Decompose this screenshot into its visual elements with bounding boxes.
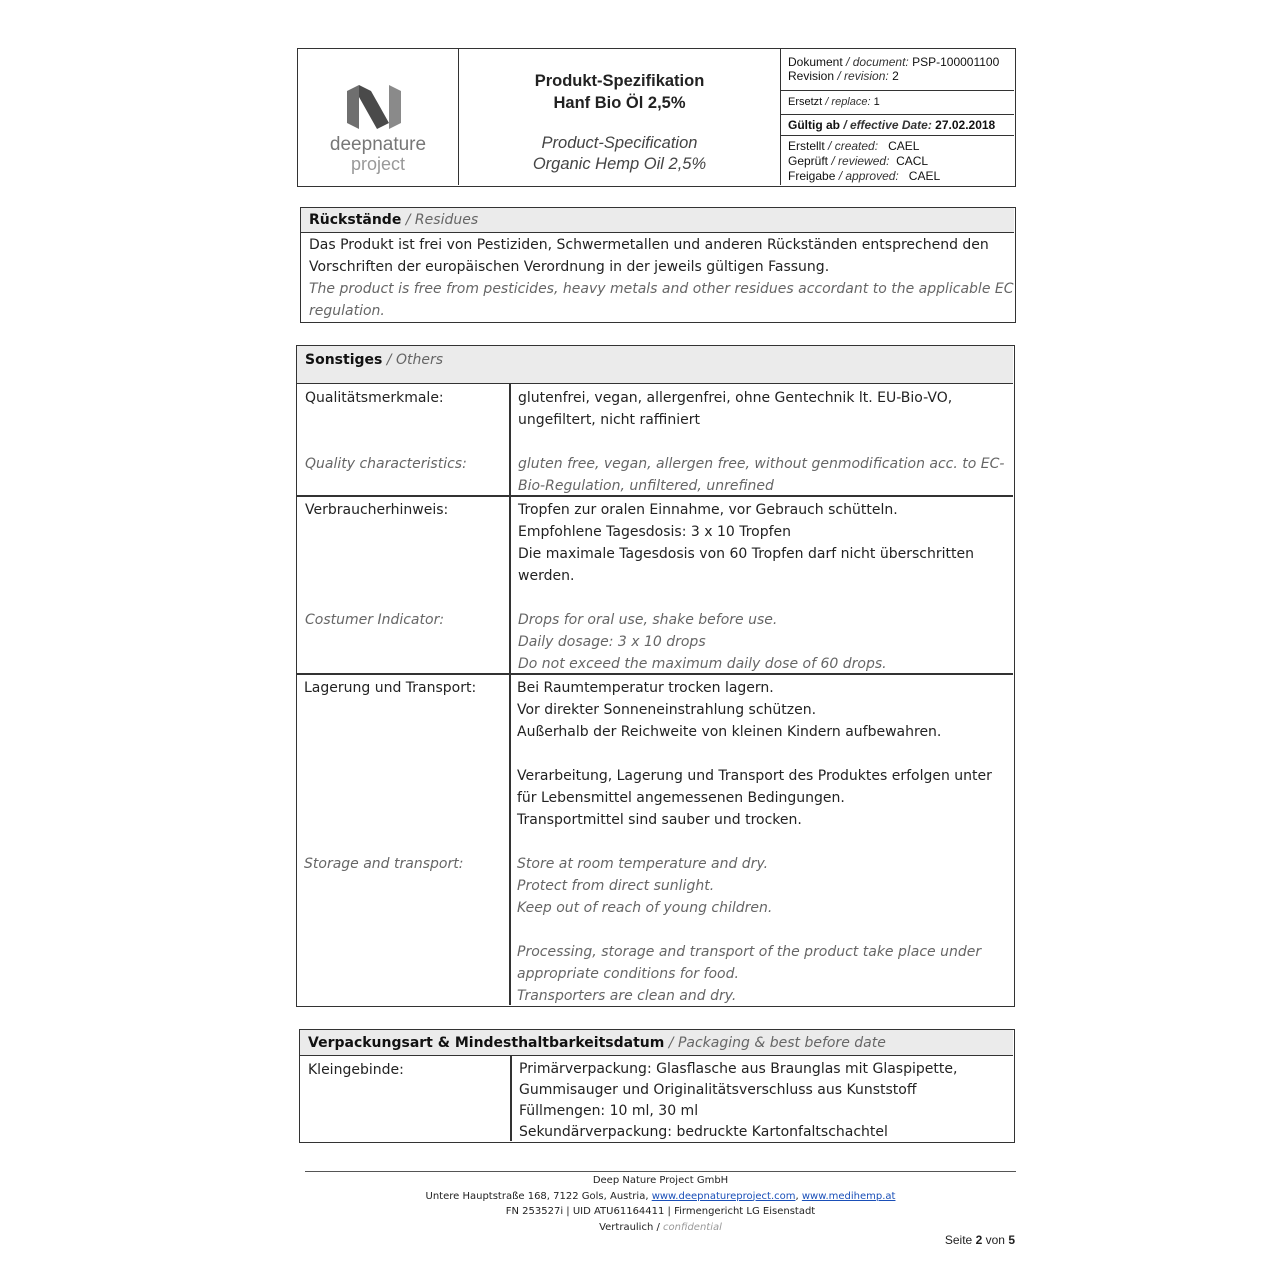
title-de-line2: Hanf Bio Öl 2,5% (553, 94, 686, 112)
created-label-en: / created: (828, 139, 879, 153)
storage-de-line: für Lebensmittel angemessenen Bedingungen. (517, 790, 845, 806)
storage-de-line: Transportmittel sind sauber und trocken. (517, 812, 802, 828)
logo-cell (298, 49, 459, 185)
doc-value: PSP-100001100 (912, 55, 1000, 69)
reviewed-label-en: / reviewed: (831, 154, 890, 168)
rev-value: 2 (892, 69, 899, 83)
storage-de-line: Vor direkter Sonneneinstrahlung schützen. (517, 702, 817, 718)
logo-text-deepnature: deepnature (329, 134, 427, 155)
storage-de-line: Außerhalb der Reichweite von kleinen Kindern aufbewahren. (517, 724, 942, 740)
storage-label-en: Storage and transport: (304, 856, 464, 872)
doc-label-en: / document: (846, 55, 909, 69)
consumer-de-line: Tropfen zur oralen Einnahme, vor Gebrauch schütteln. (518, 502, 898, 518)
packaging-section (299, 1029, 1015, 1143)
packaging-line: Primärverpackung: Glasflasche aus Braunglas mit Glaspipette, (519, 1061, 958, 1077)
packaging-line: Gummisauger und Originalitätsverschluss aus Kunststoff (519, 1082, 917, 1098)
column-divider (510, 1056, 512, 1141)
packaging-title-en: / Packaging & best before date (668, 1035, 886, 1051)
footer-address-line: Untere Hauptstraße 168, 7122 Gols, Austria, www.deepnatureproject.com, www.medihemp.at (425, 1190, 896, 1202)
confidential-de: Vertraulich / (599, 1221, 660, 1233)
footer-company: Deep Nature Project GmbH (592, 1175, 729, 1186)
rev-label-en: / revision: (837, 69, 889, 83)
storage-en-line: appropriate conditions for food. (517, 966, 739, 982)
effective-label: Gültig ab (788, 118, 840, 132)
storage-de-line: Verarbeitung, Lagerung und Transport des Produktes erfolgen unter (517, 768, 992, 784)
meta-approvals (781, 136, 1014, 185)
website-link[interactable]: www.deepnatureproject.com (651, 1190, 796, 1202)
storage-label: Lagerung und Transport: (304, 680, 477, 696)
reviewed-value: CACL (896, 154, 929, 168)
page-total: 5 (1008, 1233, 1015, 1247)
page-current: 2 (975, 1233, 983, 1247)
residues-de-line: Das Produkt ist frei von Pestiziden, Schwermetallen und anderen Rückständen entsprechend den (309, 237, 989, 253)
residues-body (309, 234, 1014, 322)
consumer-de-line: Die maximale Tagesdosis von 60 Tropfen darf nicht überschritten (518, 546, 974, 562)
reviewed-label: Geprüft (788, 154, 829, 168)
footer-rule (305, 1171, 1016, 1172)
others-title: Sonstiges (305, 352, 383, 368)
consumer-en-line: Do not exceed the maximum daily dose of 60 drops. (518, 656, 887, 672)
residues-de-line: Vorschriften der europäischen Verordnung in der jeweils gültigen Fassung. (309, 259, 830, 275)
created-label: Erstellt (788, 139, 825, 153)
meta-effective-date (781, 115, 1014, 136)
page-number (900, 1233, 1015, 1247)
document-meta (781, 49, 1014, 185)
column-divider (509, 384, 511, 1005)
storage-values (517, 677, 992, 1007)
quality-label: Qualitätsmerkmale: (305, 390, 444, 406)
residues-header (301, 208, 1014, 233)
created-value: CAEL (888, 139, 920, 153)
document-header (297, 48, 1016, 187)
title-en-line2: Organic Hemp Oil 2,5% (532, 155, 707, 173)
quality-label-en: Quality characteristics: (305, 456, 467, 472)
title-de-line1: Produkt-Spezifikation (534, 72, 705, 90)
packaging-title: Verpackungsart & Mindesthaltbarkeitsdatum (308, 1035, 665, 1051)
doc-label: Dokument (788, 55, 843, 69)
quality-en-line: Bio-Regulation, unfiltered, unrefined (518, 478, 774, 494)
storage-en-line: Store at room temperature and dry. (517, 856, 769, 872)
consumer-de-line: werden. (518, 568, 575, 584)
packaging-line: Füllmengen: 10 ml, 30 ml (519, 1103, 699, 1119)
consumer-en-line: Daily dosage: 3 x 10 drops (518, 634, 706, 650)
residues-section (300, 207, 1016, 323)
storage-en-line: Protect from direct sunlight. (517, 878, 715, 894)
others-section (296, 345, 1015, 1007)
storage-en-line: Processing, storage and transport of the product take place under (517, 944, 982, 960)
quality-values (518, 387, 1004, 497)
confidential-en: confidential (663, 1221, 722, 1233)
logo-text-project: project (350, 154, 406, 174)
residues-title: Rückstände (309, 212, 402, 228)
footer (305, 1173, 1016, 1235)
packaging-header (300, 1030, 1013, 1056)
meta-document-revision (781, 49, 1014, 91)
quality-de-line: ungefiltert, nicht raffiniert (518, 412, 700, 428)
replace-value: 1 (873, 96, 880, 108)
consumer-label-en: Costumer Indicator: (305, 612, 445, 628)
storage-en-line: Keep out of reach of young children. (517, 900, 773, 916)
packaging-label: Kleingebinde: (308, 1062, 404, 1078)
consumer-en-line: Drops for oral use, shake before use. (518, 612, 778, 628)
medihemp-link[interactable]: www.medihemp.at (801, 1190, 896, 1202)
residues-en-line: The product is free from pesticides, heavy metals and other residues accordant to the applicable EC (309, 281, 1014, 297)
effective-value: 27.02.2018 (935, 118, 996, 132)
footer-address: Untere Hauptstraße 168, 7122 Gols, Austria, (425, 1190, 649, 1202)
approved-label-en: / approved: (838, 169, 899, 183)
title-cell (459, 49, 781, 185)
consumer-label: Verbraucherhinweis: (305, 502, 449, 518)
replace-label-en: / replace: (825, 96, 871, 108)
packaging-line: Sekundärverpackung: bedruckte Kartonfaltschachtel (519, 1124, 888, 1140)
consumer-values (518, 499, 974, 675)
approved-value: CAEL (908, 169, 941, 183)
residues-title-en: / Residues (405, 212, 479, 228)
quality-de-line: glutenfrei, vegan, allergenfrei, ohne Gentechnik lt. EU-Bio-VO, (518, 390, 953, 406)
replace-label: Ersetzt (788, 96, 823, 108)
storage-en-line: Transporters are clean and dry. (517, 988, 737, 1004)
consumer-de-line: Empfohlene Tagesdosis: 3 x 10 Tropfen (518, 524, 792, 540)
storage-de-line: Bei Raumtemperatur trocken lagern. (517, 680, 774, 696)
quality-en-line: gluten free, vegan, allergen free, without genmodification acc. to EC- (518, 456, 1005, 472)
others-title-en: / Others (386, 352, 444, 368)
page-mid: von (985, 1233, 1005, 1247)
title-en-line1: Product-Specification (541, 134, 698, 152)
footer-registry: FN 253527i | UID ATU61164411 | Firmengericht LG Eisenstadt (505, 1206, 816, 1217)
meta-replace (781, 91, 1014, 115)
residues-en-line: regulation. (309, 303, 385, 319)
page-prefix: Seite (944, 1233, 973, 1247)
packaging-values (519, 1059, 957, 1143)
deepnature-logo-icon (347, 85, 401, 129)
others-header (297, 346, 1013, 384)
effective-label-en: / effective Date: (843, 118, 932, 132)
rev-label: Revision (788, 69, 835, 83)
approved-label: Freigabe (788, 169, 836, 183)
